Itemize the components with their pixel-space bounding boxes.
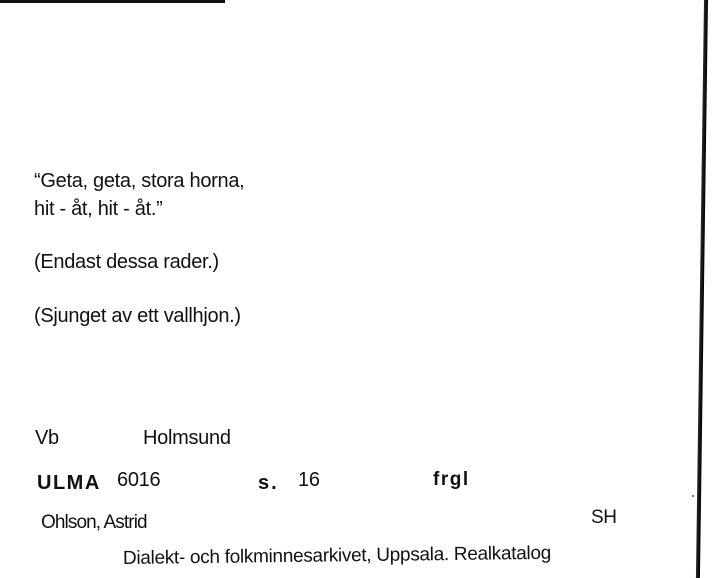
card-top-edge	[0, 0, 225, 3]
page-label: s.	[258, 472, 279, 494]
region-code: Vb	[35, 427, 59, 449]
note-only-these-lines: (Endast dessa rader.)	[34, 251, 219, 273]
archive-number: 6016	[117, 469, 161, 491]
verse-line-1: “Geta, geta, stora horna,	[34, 170, 245, 192]
informant-name: Ohlson, Astrid	[41, 512, 147, 533]
archive-footer: Dialekt- och folkminnesarkivet, Uppsala. Realkatalog	[122, 542, 552, 569]
collector-initials: SH	[591, 507, 617, 528]
verse-line-2: hit - åt, hit - åt.”	[34, 198, 163, 220]
place-name: Holmsund	[143, 427, 231, 449]
archive-label: ULMA	[37, 472, 101, 494]
scan-speck	[692, 495, 694, 497]
card-right-edge	[696, 0, 708, 578]
category-code: frgl	[433, 469, 470, 490]
page-number: 16	[298, 469, 320, 491]
note-sung-by: (Sjunget av ett vallhjon.)	[34, 305, 241, 327]
